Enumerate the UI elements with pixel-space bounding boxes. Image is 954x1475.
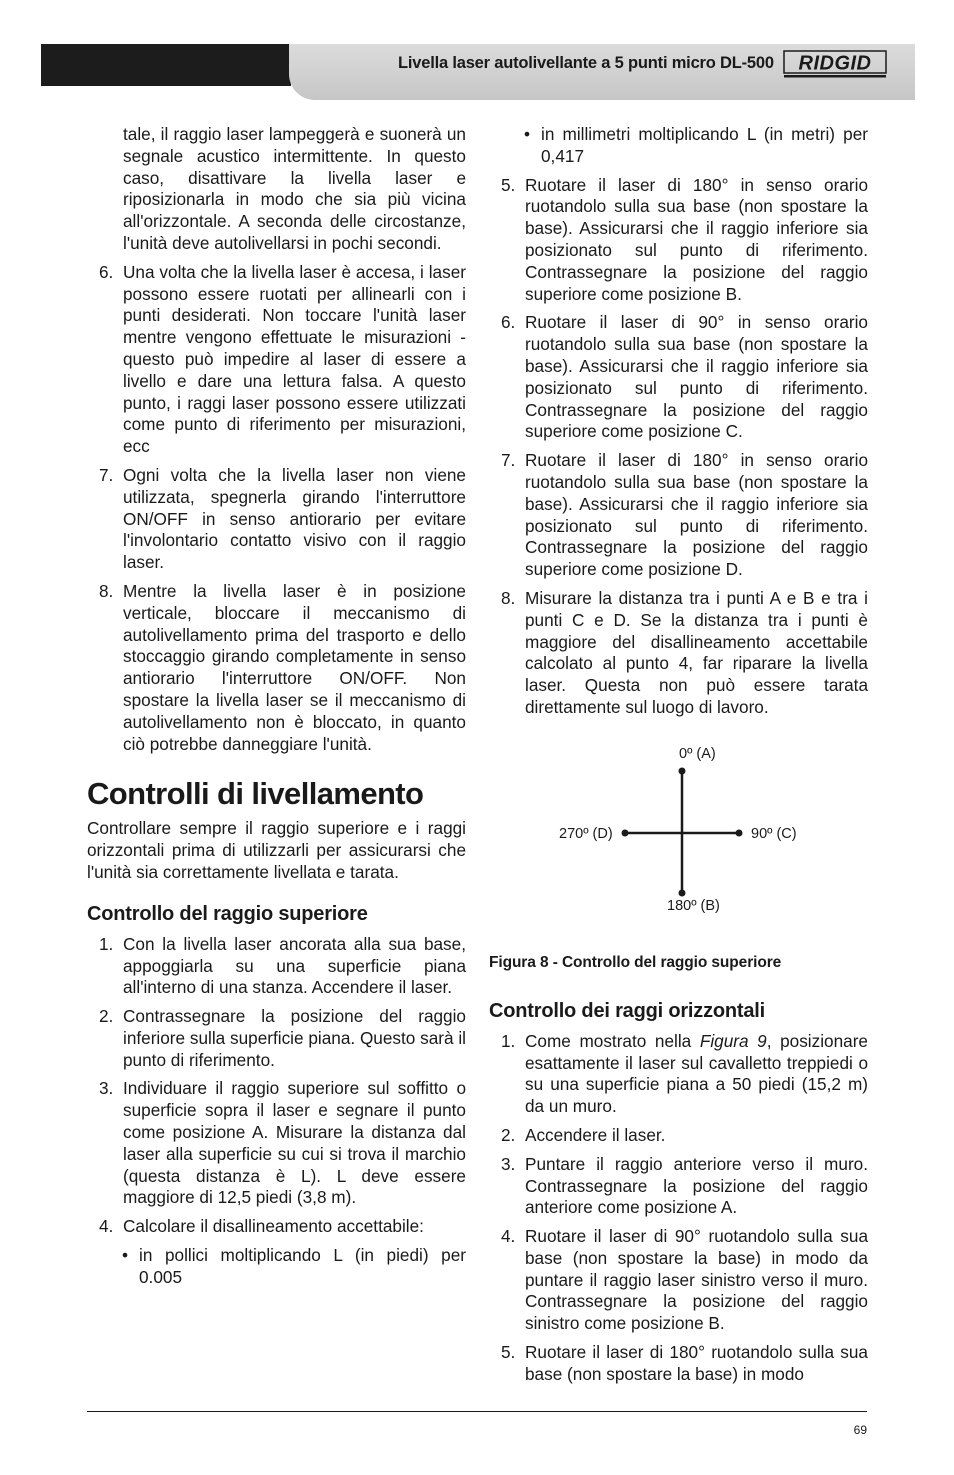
list-item	[87, 581, 466, 755]
item-text: Ruotare il laser di 180° in senso orario ruotandolo sulla sua base (non spostare la base). Assicurarsi che il raggio inferiore sia posizionato sul punto di riferimento. Contrassegnare la posizione del raggio superiore come posizione B.	[525, 174, 868, 304]
list-item	[489, 1125, 868, 1147]
section-text: Controllare sempre il raggio superiore e i raggi orizzontali prima di utilizzarli per assicurarsi che l'unità sia correttamente livellata e tarata.	[87, 818, 466, 882]
item-text: Misurare la distanza tra i punti A e B e tra i punti C e D. Se la distanza tra i punti è maggiore del disallineamento accettabile calcolato al punto 4, far riparare la livella laser. Questa non può essere tarata direttamente sul luogo di lavoro.	[525, 587, 868, 717]
item-text: Con la livella laser ancorata alla sua base, appoggiarla su una superficie piana all'interno di una stanza. Accendere il laser.	[123, 933, 466, 998]
item-number: 6.	[501, 312, 516, 333]
list-item	[489, 1342, 868, 1386]
ridgid-logo	[783, 49, 887, 79]
list-item	[489, 588, 868, 719]
subsection-title: Controllo del raggio superiore	[87, 902, 368, 925]
item-text: Calcolare il disallineamento accettabile:	[123, 1216, 424, 1237]
list-item	[489, 450, 868, 581]
item-text: Mentre la livella laser è in posizione verticale, bloccare il meccanismo di autolivellamento prima del trasporto e dello stoccaggio girando completamente in senso antiorario l'interruttore ON/OFF. Non spostare la livella laser se il meccanismo di autolivellamento non è bloccato, in quanto ciò potrebbe danneggiare l'unità.	[123, 580, 466, 754]
list-item	[87, 1216, 466, 1238]
item-number: 2.	[501, 1124, 516, 1145]
section-title: Controlli di livellamento	[87, 776, 424, 812]
item-number: 5.	[501, 174, 516, 195]
list-item	[489, 1031, 868, 1118]
item-text: Ruotare il laser di 180° ruotandolo sulla sua base (non spostare la base) in modo	[525, 1342, 868, 1384]
label-0-a: 0º (A)	[679, 745, 716, 762]
list-item	[489, 175, 868, 306]
point-d	[622, 829, 629, 836]
item-number: 4.	[99, 1216, 114, 1237]
item-text: Accendere il laser.	[525, 1124, 666, 1145]
item-number: 6.	[99, 261, 114, 282]
label-180-b: 180º (B)	[667, 897, 720, 914]
point-a	[679, 767, 686, 774]
list-item	[87, 1078, 466, 1209]
item-number: 7.	[501, 450, 516, 471]
bullet-item	[489, 124, 868, 168]
item-number: 1.	[501, 1030, 516, 1051]
item-number: 4.	[501, 1226, 516, 1247]
item-number: 3.	[99, 1078, 114, 1099]
list-item	[489, 312, 868, 443]
item-number: 1.	[99, 933, 114, 954]
bullet-text: in pollici moltiplicando L (in piedi) per 0.005	[139, 1245, 466, 1287]
svg-text:RIDGID: RIDGID	[798, 52, 872, 75]
item-text: Ruotare il laser di 90° in senso orario ruotandolo sulla sua base (non spostare la base). Assicurarsi che il raggio inferiore sia posizionato sul punto di riferimento. Contrassegnare la posizione del raggio superiore come posizione C.	[525, 312, 868, 442]
bullet-text: in millimetri moltiplicando L (in metri) per 0,417	[541, 124, 868, 166]
list-item	[489, 1154, 868, 1219]
subsection-title: Controllo dei raggi orizzontali	[489, 999, 766, 1022]
list-item	[87, 262, 466, 458]
header-black-band	[41, 44, 291, 86]
bullet-item	[87, 1245, 466, 1289]
right-column	[489, 124, 868, 1393]
item-number: 8.	[99, 580, 114, 601]
point-c	[736, 829, 743, 836]
item-number: 8.	[501, 587, 516, 608]
figure-caption: Figura 8 - Controllo del raggio superiore	[489, 953, 782, 971]
header-title: Livella laser autolivellante a 5 punti micro DL-500	[398, 54, 774, 72]
list-item	[87, 934, 466, 999]
figure-reference: Figura 9	[699, 1030, 767, 1051]
item-text: Puntare il raggio anteriore verso il muro. Contrassegnare la posizione del raggio anteriore come posizione A.	[525, 1153, 868, 1218]
list-item	[489, 1226, 868, 1335]
item-number: 2.	[99, 1006, 114, 1027]
bullet-dot: •	[524, 124, 531, 144]
footer-rule	[87, 1411, 867, 1412]
item-text: Individuare il raggio superiore sul soffitto o superficie sopra il laser e segnare il punto come posizione A. Misurare la distanza dal laser alla superficie su cui si trova il marchio (questa distanza è L). L deve essere maggiore di 12,5 piedi (3,8 m).	[123, 1078, 466, 1208]
left-column	[87, 124, 466, 1296]
list-item	[87, 1006, 466, 1071]
item-text: Contrassegnare la posizione del raggio inferiore sulla superficie piana. Questo sarà il punto di riferimento.	[123, 1006, 466, 1070]
item-text: Come mostrato nella Figura 9, posizionare esattamente il laser sul cavalletto treppiedi o su una superficie piana a 50 piedi (15,2 m) da un muro.	[525, 1030, 868, 1117]
item-number: 3.	[501, 1153, 516, 1174]
item-text: Ogni volta che la livella laser non viene utilizzata, spegnerla girando l'interruttore ON/OFF in senso antiorario per evitare l'involontario contatto visivo con il raggio laser.	[123, 464, 466, 573]
list-item: tale, il raggio laser lampeggerà e suonerà un segnale acustico intermittente. In questo caso, disattivare la livella laser e riposizionarla in modo che sia più vicina all'orizzontale. A seconda delle circostanze, l'unità deve autolivellarsi in pochi secondi.	[123, 124, 466, 253]
page-number: 69	[853, 1423, 867, 1437]
bullet-dot: •	[122, 1245, 129, 1266]
figure-8-diagram	[489, 733, 868, 945]
item-text: Ruotare il laser di 90° ruotandolo sulla sua base (non spostare la base) in modo da puntare il raggio laser sinistro verso il muro. Contrassegnare la posizione del raggio sinistro come posizione B.	[525, 1226, 868, 1334]
label-270-d: 270º (D)	[559, 825, 613, 842]
label-90-c: 90º (C)	[751, 825, 797, 842]
item-text: Una volta che la livella laser è accesa, i laser possono essere ruotati per allinearli con i punti desiderati. Non toccare l'unità laser mentre vengono effettuate le misurazioni - questo può impedire al laser di essere a livello e dare una lettura falsa. A questo punto, i raggi laser possono essere utilizzati come punto di riferimento per misurazioni, ecc	[123, 261, 466, 457]
list-item	[87, 465, 466, 574]
item-number: 5.	[501, 1342, 516, 1363]
item-number: 7.	[99, 464, 114, 485]
item-text: Ruotare il laser di 180° in senso orario ruotandolo sulla sua base (non spostare la base). Assicurarsi che il raggio inferiore sia posizionato sul punto di riferimento. Contrassegnare la posizione del raggio superiore come posizione D.	[525, 450, 868, 580]
